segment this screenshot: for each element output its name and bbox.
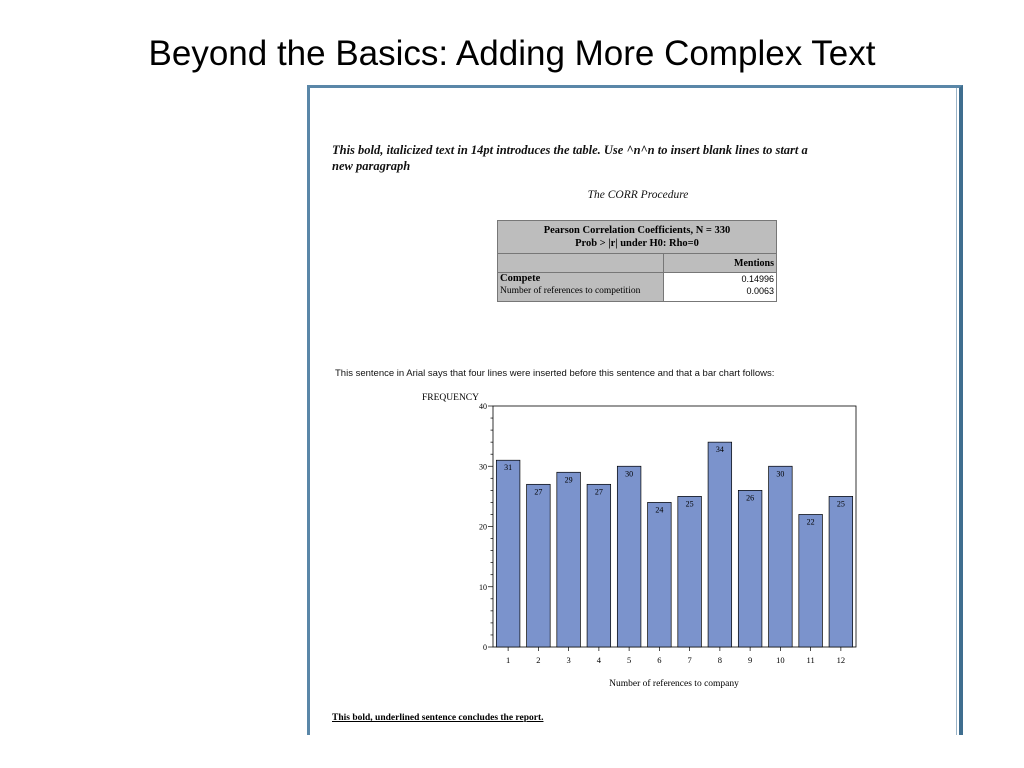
bar-data-label: 31	[504, 463, 513, 473]
x-tick-label: 6	[657, 655, 662, 665]
bar	[496, 460, 520, 647]
arial-sentence: This sentence in Arial says that four lines were inserted before this sentence and that a bar chart follows:	[335, 368, 775, 379]
y-tick-label: 30	[479, 462, 487, 472]
y-tick-label: 20	[479, 522, 487, 532]
bar-data-label: 25	[685, 499, 694, 509]
bar	[557, 472, 581, 647]
bar-data-label: 26	[746, 493, 755, 503]
x-tick-label: 2	[536, 655, 541, 665]
y-tick-label: 10	[479, 582, 487, 592]
report-document	[307, 85, 963, 735]
bar	[587, 484, 611, 647]
x-tick-label: 5	[627, 655, 632, 665]
slide-title: Beyond the Basics: Adding More Complex Text	[148, 34, 876, 73]
x-tick-label: 8	[717, 655, 722, 665]
bar	[738, 490, 762, 647]
bar	[527, 484, 551, 647]
bar-data-label: 30	[776, 469, 785, 479]
bar	[648, 502, 672, 647]
x-axis-label: Number of references to company	[609, 679, 739, 689]
y-axis-label: FREQUENCY	[422, 393, 480, 403]
column-header-mentions: Mentions	[664, 254, 777, 273]
bar-data-label: 27	[534, 487, 543, 497]
intro-paragraph: This bold, italicized text in 14pt introduces the table. Use ^n^n to insert blank lines to start a new paragraph	[332, 143, 808, 173]
x-tick-label: 11	[806, 655, 815, 665]
row-sublabel: Number of references to competition	[500, 286, 641, 296]
closing-sentence: This bold, underlined sentence concludes the report.	[332, 713, 544, 723]
procedure-title: The CORR Procedure	[587, 189, 689, 201]
table-header-line1: Pearson Correlation Coefficients, N = 330	[543, 225, 731, 236]
x-tick-label: 12	[836, 655, 846, 665]
bar	[829, 496, 853, 647]
chart-plot-area	[479, 402, 856, 665]
bar-data-label: 34	[715, 445, 724, 455]
bar-data-label: 30	[625, 469, 634, 479]
x-tick-label: 1	[506, 655, 511, 665]
x-tick-label: 7	[687, 655, 692, 665]
y-tick-label: 0	[483, 643, 487, 652]
bar-data-label: 25	[836, 499, 845, 509]
row-label: Compete	[500, 273, 541, 284]
x-tick-label: 4	[596, 655, 601, 665]
x-tick-label: 9	[748, 655, 753, 665]
p-value: 0.0063	[746, 286, 774, 296]
bar	[708, 442, 732, 647]
table-header-line2: Prob > |r| under H0: Rho=0	[575, 238, 699, 249]
bar-data-label: 22	[806, 517, 815, 527]
bar	[799, 514, 823, 647]
bar	[769, 466, 793, 647]
y-tick-label: 40	[479, 402, 487, 411]
frequency-bar-chart	[310, 88, 963, 735]
bar-data-label: 24	[655, 505, 664, 515]
bar-data-label: 27	[594, 487, 603, 497]
x-tick-label: 10	[776, 655, 785, 665]
correlation-coefficient: 0.14996	[741, 274, 774, 284]
bar-data-label: 29	[564, 475, 573, 485]
x-tick-label: 3	[566, 655, 571, 665]
bar	[617, 466, 641, 647]
bar	[678, 496, 702, 647]
